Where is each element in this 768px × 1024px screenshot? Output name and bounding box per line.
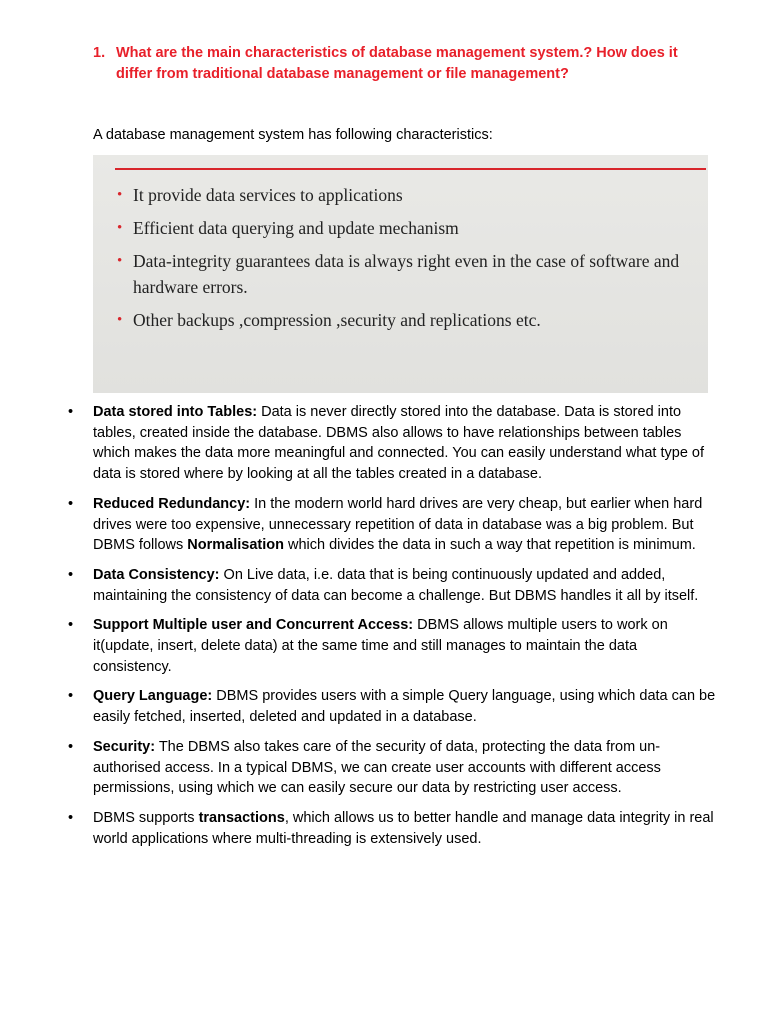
slide-bullet-text: Other backups ,compression ,security and replications etc. xyxy=(133,310,541,330)
slide-bullet-text: Efficient data querying and update mechanism xyxy=(133,218,459,238)
item-title: Data Consistency: xyxy=(93,566,220,583)
bullet-icon: • xyxy=(117,220,123,236)
item-title: Query Language: xyxy=(93,688,213,705)
slide-accent-line xyxy=(115,168,706,170)
list-item xyxy=(0,615,768,677)
item-bold-term: transactions xyxy=(198,809,285,826)
item-text: DBMS allows multiple users to work on it(update, insert, delete data) at the same time and still manages to maintain the data consistency. xyxy=(93,617,668,675)
item-text-continued: which divides the data in such a way that repetition is minimum. xyxy=(283,537,696,554)
list-item xyxy=(0,686,768,727)
item-title: Reduced Redundancy: xyxy=(93,495,251,512)
list-item xyxy=(0,737,768,799)
item-text: Data is never directly stored into the database. Data is stored into tables, created inside the database. DBMS also allows to have relationships between tables which makes the data more meaningful and connected. You can easily understand what type of data is stored where by looking at all the tables created in a database. xyxy=(93,404,705,483)
item-text-continued: , which allows us to better handle and manage data integrity in real world applications where multi-threading is extensively used. xyxy=(93,809,714,847)
characteristics-list xyxy=(0,402,768,858)
bullet-icon: • xyxy=(68,404,74,420)
item-title: Support Multiple user and Concurrent Access: xyxy=(93,617,414,634)
bullet-icon: • xyxy=(117,253,123,269)
item-title: Data stored into Tables: xyxy=(93,404,258,420)
item-text: In the modern world hard drives are very cheap, but earlier when hard drives were too expensive, unnecessary repetition of data in database was a big problem. But DBMS follows xyxy=(93,495,703,554)
slide-bullet-text: Data-integrity guarantees data is always right even in the case of software and hardware errors. xyxy=(133,251,680,297)
item-bold-term: Normalisation xyxy=(187,537,284,554)
list-item xyxy=(0,402,768,485)
item-text: On Live data, i.e. data that is being continuously updated and added, maintaining the consistency of data can become a challenge. But DBMS handles it all by itself. xyxy=(93,566,699,604)
slide-bullet-text: It provide data services to applications xyxy=(133,185,403,205)
question-heading xyxy=(93,43,713,85)
slide-image xyxy=(93,155,708,393)
item-text: DBMS provides users with a simple Query language, using which data can be easily fetched, inserted, deleted and updated in a database. xyxy=(93,688,716,726)
question-text: What are the main characteristics of database management system.? How does it differ from traditional database management or file management? xyxy=(116,45,678,82)
slide-bullet xyxy=(117,182,707,208)
question-number: 1. xyxy=(93,45,106,61)
item-text: The DBMS also takes care of the security of data, protecting the data from un-authorised access. In a typical DBMS, we can create user accounts with different access permissions, using which we can easily secure our data by restricting user access. xyxy=(93,738,661,797)
list-item xyxy=(0,808,768,849)
bullet-icon: • xyxy=(117,312,123,328)
item-title: Security: xyxy=(93,738,156,755)
slide-bullet xyxy=(117,307,707,333)
bullet-icon: • xyxy=(68,617,74,634)
bullet-icon: • xyxy=(68,809,74,826)
bullet-icon: • xyxy=(117,187,123,203)
bullet-icon: • xyxy=(68,566,74,583)
slide-bullet xyxy=(117,248,707,300)
bullet-icon: • xyxy=(68,495,74,512)
list-item xyxy=(0,565,768,606)
intro-text: A database management system has following characteristics: xyxy=(93,127,493,143)
bullet-icon: • xyxy=(68,688,74,705)
slide-bullet-list xyxy=(117,182,707,340)
item-text: DBMS supports xyxy=(93,809,199,826)
bullet-icon: • xyxy=(68,738,74,755)
list-item xyxy=(0,494,768,556)
slide-bullet xyxy=(117,215,707,241)
